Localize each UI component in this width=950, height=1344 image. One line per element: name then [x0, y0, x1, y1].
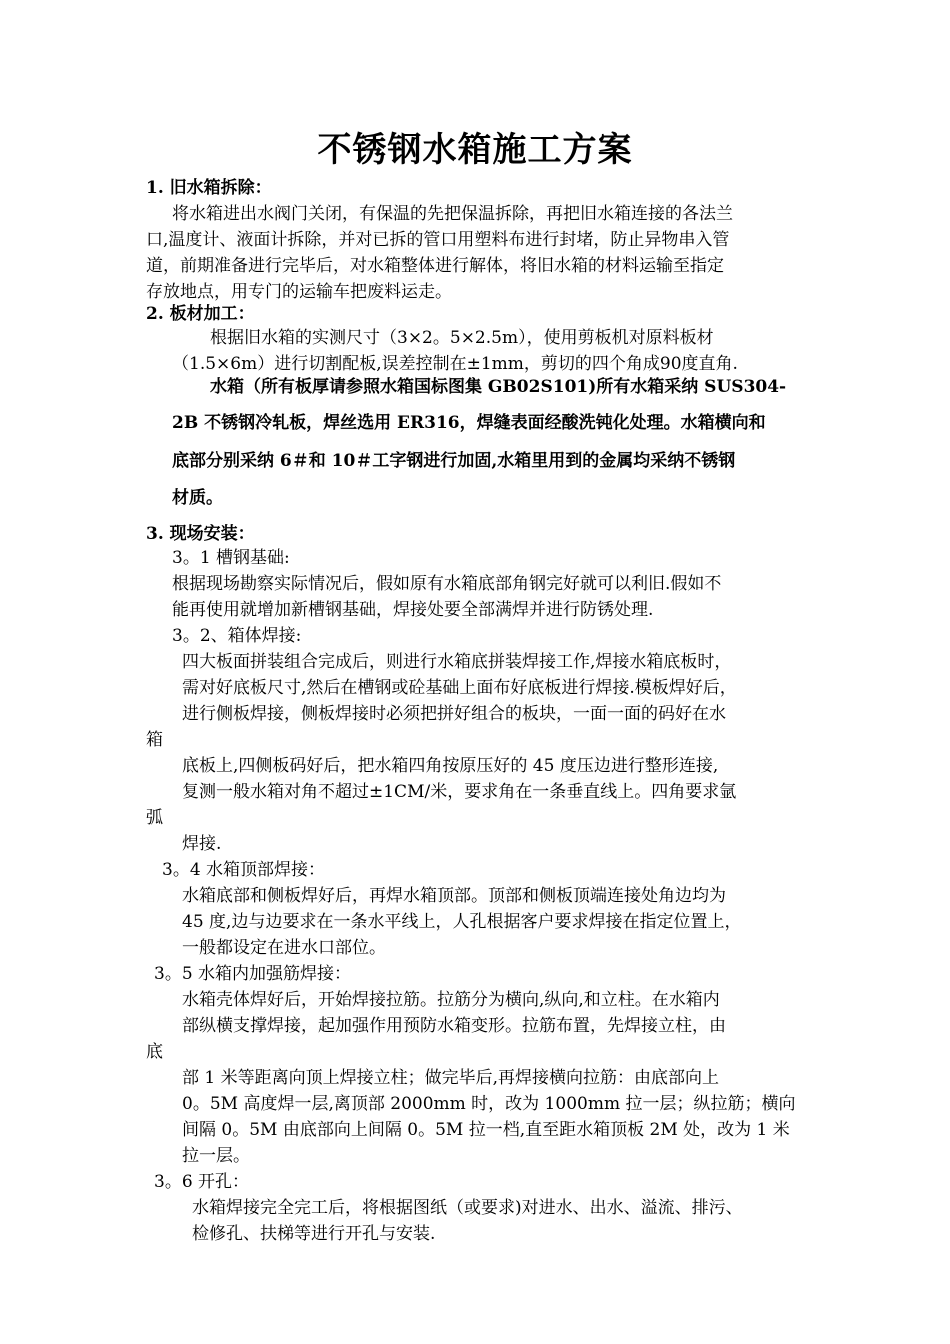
- section-1-line-3: 道，前期准备进行完毕后，对水箱整体进行解体，将旧水箱的材料运输至指定: [146, 256, 724, 276]
- subsection-3-5-line-7: 拉一层。: [182, 1146, 250, 1166]
- section-3-heading: 3. 现场安装：: [146, 524, 255, 544]
- subsection-3-2-line-2: 需对好底板尺寸,然后在槽钢或砼基础上面布好底板进行焊接.模板焊好后，: [182, 678, 737, 698]
- subsection-3-2-line-4: 箱: [146, 730, 163, 750]
- subsection-3-5-line-4: 部 1 米等距离向顶上焊接立柱；做完毕后,再焊接横向拉筋：由底部向上: [182, 1068, 720, 1088]
- section-2-bold-line-2: 2B 不锈钢冷轧板，焊丝选用 ER316，焊缝表面经酸洗钝化处理。水箱横向和: [172, 413, 766, 433]
- subsection-3-1-line-2: 能再使用就增加新槽钢基础，焊接处要全部满焊并进行防锈处理.: [172, 600, 654, 620]
- section-2-line-2: （1.5×6m）进行切割配板,误差控制在±1mm，剪切的四个角成90度直角.: [172, 354, 738, 374]
- subsection-3-5-line-5: 0。5M 高度焊一层,离顶部 2000mm 时，改为 1000mm 拉一层；纵拉筋；横向: [182, 1094, 796, 1114]
- section-2-heading: 2. 板材加工：: [146, 304, 255, 324]
- subsection-3-2-line-1: 四大板面拼装组合完成后，则进行水箱底拼装焊接工作,焊接水箱底板时，: [182, 652, 732, 672]
- section-1-line-4: 存放地点，用专门的运输车把废料运走。: [146, 282, 452, 302]
- document-title: 不锈钢水箱施工方案: [317, 130, 633, 170]
- subsection-3-5-heading: 3。5 水箱内加强筋焊接：: [154, 964, 352, 984]
- section-2-line-1: 根据旧水箱的实测尺寸（3×2。5×2.5m），使用剪板机对原料板材: [210, 328, 714, 348]
- section-1-line-2: 口,温度计、液面计拆除，并对已拆的管口用塑料布进行封堵，防止异物串入管: [146, 230, 730, 250]
- subsection-3-2-line-8: 焊接.: [182, 834, 222, 854]
- subsection-3-2-line-3: 进行侧板焊接，侧板焊接时必须把拼好组合的板块，一面一面的码好在水: [182, 704, 726, 724]
- subsection-3-2-line-6: 复测一般水箱对角不超过±1CM/米，要求角在一条垂直线上。四角要求氩: [182, 782, 737, 802]
- section-2-bold-line-1: 水箱（所有板厚请参照水箱国标图集 GB02S101)所有水箱采纳 SUS304-: [210, 377, 787, 397]
- subsection-3-6-line-1: 水箱焊接完全完工后，将根据图纸（或要求)对进水、出水、溢流、排污、: [192, 1198, 743, 1218]
- subsection-3-4-line-2: 45 度,边与边要求在一条水平线上，人孔根据客户要求焊接在指定位置上，: [182, 912, 742, 932]
- subsection-3-2-line-5: 底板上,四侧板码好后，把水箱四角按原压好的 45 度压边进行整形连接,: [182, 756, 719, 776]
- subsection-3-1-line-1: 根据现场勘察实际情况后，假如原有水箱底部角钢完好就可以利旧.假如不: [172, 574, 722, 594]
- section-2-bold-line-3: 底部分别采纳 6＃和 10＃工字钢进行加固,水箱里用到的金属均采纳不锈钢: [172, 451, 736, 471]
- section-2-bold-line-4: 材质。: [172, 488, 223, 508]
- subsection-3-5-line-3: 底: [146, 1042, 163, 1062]
- subsection-3-5-line-6: 间隔 0。5M 由底部向上间隔 0。5M 拉一档,直至距水箱顶板 2M 处，改为 1 米: [182, 1120, 790, 1140]
- subsection-3-4-heading: 3。4 水箱顶部焊接：: [162, 860, 326, 880]
- section-1-line-1: 将水箱进出水阀门关闭，有保温的先把保温拆除，再把旧水箱连接的各法兰: [172, 204, 733, 224]
- subsection-3-5-line-1: 水箱壳体焊好后，开始焊接拉筋。拉筋分为横向,纵向,和立柱。在水箱内: [182, 990, 720, 1010]
- subsection-3-4-line-1: 水箱底部和侧板焊好后，再焊水箱顶部。顶部和侧板顶端连接处角边均为: [182, 886, 726, 906]
- section-1-heading: 1. 旧水箱拆除：: [146, 178, 272, 198]
- subsection-3-4-line-3: 一般都设定在进水口部位。: [182, 938, 386, 958]
- subsection-3-6-line-2: 检修孔、扶梯等进行开孔与安装.: [192, 1224, 436, 1244]
- subsection-3-5-line-2: 部纵横支撑焊接，起加强作用预防水箱变形。拉筋布置，先焊接立柱，由: [182, 1016, 726, 1036]
- subsection-3-6-heading: 3。6 开孔：: [154, 1172, 250, 1192]
- subsection-3-1-heading: 3。1 槽钢基础:: [172, 548, 290, 568]
- subsection-3-2-line-7: 弧: [146, 808, 163, 828]
- subsection-3-2-heading: 3。2、箱体焊接:: [172, 626, 302, 646]
